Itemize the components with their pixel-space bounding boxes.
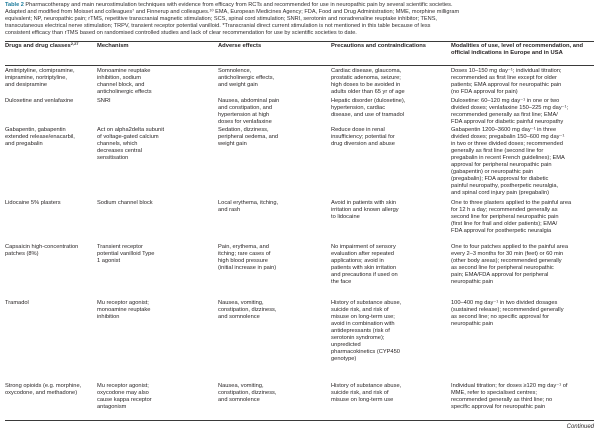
- caption-line: Adapted and modified from Moisset and colleagues⁷ and Finnerup and colleagues.¹⁰ EMA, European Medicines Agency; FDA, Food and Drug Administration; MME, morphine milligram: [5, 9, 460, 16]
- table-row-drug: Amitriptyline, clomipramine, imipramine, nortriptyline, and desipramine: [5, 68, 75, 89]
- table-row-modalities: Duloxetine: 60–120 mg day⁻¹ in one or two divided doses; venlafaxine 150–225 mg day⁻¹; recommended generally as first line; EMA/ FDA approval for diabetic painful neuropathy: [451, 98, 569, 126]
- caption-line: consistent efficacy than rTMS based on randomised controlled studies and lack of clear recommendation for use by scientific societies to date.: [5, 30, 357, 37]
- table-row-drug: Gabapentin, gabapentin extended release/enacarbil, and pregabalin: [5, 127, 75, 148]
- table-row-adverse: Pain, erythema, and itching; rare cases of high blood pressure (initial increase in pain): [218, 244, 277, 272]
- table-row-drug: Lidocaine 5% plasters: [5, 200, 61, 206]
- header-precautions: Precautions and contraindications: [331, 43, 427, 49]
- table-row-precautions: Hepatic disorder (duloxetine), hypertension, cardiac disease, and use of tramadol: [331, 98, 406, 119]
- table-row-drug: Capsaicin high-concentration patches (8%): [5, 244, 79, 258]
- table-row-drug: Duloxetine and venlafaxine: [5, 98, 74, 104]
- table-row-precautions: Avoid in patients with skin irritation and known allergy to lidocaine: [331, 200, 399, 221]
- table-row-mechanism: SNRI: [97, 98, 111, 104]
- table-row-adverse: Sedation, dizziness, peripheral oedema, and weight gain: [218, 127, 279, 148]
- header-drugs-label: Drugs and drug classes: [5, 43, 71, 49]
- table-row-mechanism: Mu receptor agonist; oxycodone may also cause kappa receptor antagonism: [97, 383, 152, 411]
- table-caption: [5, 2, 593, 37]
- table-row-drug: Tramadol: [5, 300, 29, 306]
- table-row-adverse: Nausea, vomiting, constipation, dizziness, and somnolence: [218, 300, 277, 321]
- header-modalities: Modalities of use, level of recommendation, and official indications in Europe and in USA: [451, 43, 584, 57]
- table-row-modalities: Individual titration; for doses ≥120 mg day⁻¹ of MME, refer to specialised centres; recommended generally as third line; no specific approval for neuropathic pain: [451, 383, 568, 411]
- table-row-mechanism: Act on alpha2delta subunit of voltage-gated calcium channels, which decreases central sensitisation: [97, 127, 165, 162]
- table-row-modalities: 100–400 mg day⁻¹ in two divided dosages (sustained release); recommended generally as second line; no specific approval for neuropathic pain: [451, 300, 564, 328]
- table-row-drug: Strong opioids (e.g. morphine, oxycodone, and methadone): [5, 383, 82, 397]
- table-row-mechanism: Transient receptor potential vanilloid Type 1 agonist: [97, 244, 155, 265]
- table-row-precautions: No impairment of sensory evaluation after repeated applications; avoid in patients with skin irritation and precautions if used on the face: [331, 244, 398, 286]
- table-row-precautions: Reduce dose in renal insufficiency; potential for drug diversion and abuse: [331, 127, 395, 148]
- header-adverse-effects: Adverse effects: [218, 43, 262, 49]
- header-drugs: [5, 43, 93, 50]
- table-row-mechanism: Monoamine reuptake inhibition, sodium channel block, and anticholinergic effects: [97, 68, 152, 96]
- header-top-rule: [5, 41, 594, 42]
- table-row-precautions: History of substance abuse, suicide risk, and risk of misuse on long-term use: [331, 383, 402, 404]
- table-bottom-rule: [5, 420, 594, 421]
- continued-label: Continued: [566, 424, 594, 430]
- table-row-modalities: Gabapentin 1200–3600 mg day⁻¹ in three divided doses; pregabalin 150–600 mg day⁻¹ in two or three divided doses; recommended generally as first line (second line for pregabalin in recent French guidelines); EMA approval for peripheral neuropathic pain (gabapentin) or neuropathic pain (pregabalin); FDA approval for diabetic painful neuropathy, postherpetic neuralgia, and spinal cord injury pain (pregabalin): [451, 127, 565, 197]
- table-row-modalities: One to three plasters applied to the painful area for 12 h a day; recommended generally as second line for peripheral neuropathic pain (first line for frail and older patients); EMA/ FDA approval for postherpetic neuralgia: [451, 200, 572, 235]
- table-row-adverse: Nausea, vomiting, constipation, dizziness, and somnolence: [218, 383, 277, 404]
- table-row-adverse: Somnolence, anticholinergic effects, and weight gain: [218, 68, 275, 89]
- caption-line: equivalent; NP, neuropathic pain; rTMS, repetitive transcranial magnetic stimulation; SCS, spinal cord stimulation; SNRI, serotonin and noradrenaline reuptake inhibitor; TENS,: [5, 16, 437, 23]
- header-drugs-refs: 2,27: [70, 41, 79, 46]
- table-row-adverse: Nausea, abdominal pain and constipation, and hypertension at high doses for venlafaxine: [218, 98, 280, 126]
- table-row-mechanism: Mu receptor agonist; monoamine reuptake inhibition: [97, 300, 151, 321]
- table-row-modalities: Doses 10–150 mg day⁻¹; individual titration; recommended as first line except for older patients; EMA approval for neuropathic pain (no FDA approval for pain): [451, 68, 562, 96]
- header-bottom-rule: [5, 65, 594, 66]
- table-label: Table 2: [5, 2, 24, 8]
- table-row-adverse: Local erythema, itching, and rash: [218, 200, 279, 214]
- table-row-modalities: One to four patches applied to the painful area every 2–3 months for 30 min (feet) or 60 min (other body areas); recommended generally as second line for peripheral neuropathic pain; EMA/FDA approval for peripheral neuropathic pain: [451, 244, 568, 286]
- table-row-precautions: History of substance abuse, suicide risk, and risk of misuse on long-term use; avoid in combination with antidepressants (risk of serotonin syndrome); unpredicted pharmacokinetics (CYP450 genotype): [331, 300, 402, 363]
- table-row-mechanism: Sodium channel block: [97, 200, 153, 206]
- header-mechanism: Mechanism: [97, 43, 129, 49]
- caption-line-text: Pharmacotherapy and main neurostimulation techniques with evidence from efficacy from RCTs and recommended for use in neuropathic pain by several scientific societies.: [25, 2, 453, 8]
- caption-line: transcutaneous electrical nerve stimulation; TRPV, transient receptor potential vanilloid. *Transcranial direct current stimulation is not mentioned in this table because of less: [5, 23, 431, 30]
- table-row-precautions: Cardiac disease, glaucoma, prostatic adenoma, seizure; high doses to be avoided in adults older than 65 yr of age: [331, 68, 405, 96]
